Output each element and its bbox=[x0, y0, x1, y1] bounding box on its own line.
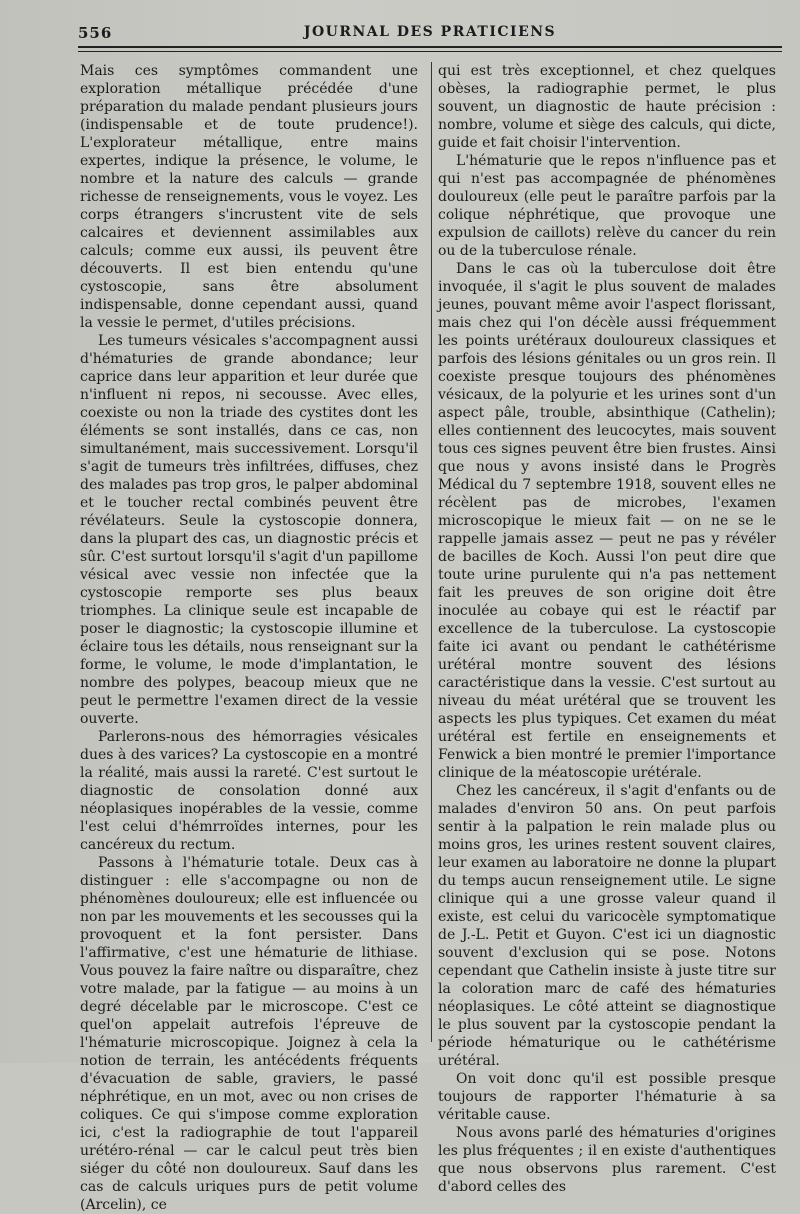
header-rule-thick bbox=[78, 46, 782, 48]
right-column bbox=[438, 62, 776, 1196]
header-rule-thin bbox=[78, 51, 782, 52]
left-column bbox=[80, 62, 418, 1214]
paragraph: qui est très exceptionnel, et chez quelques obèses, la radiographie permet, le plus souvent, un diagnostic de haute précision : nombre, volume et siège des calculs, qui dicte, guide et fait choisir l'intervention. bbox=[438, 63, 776, 151]
journal-title: JOURNAL DES PRATICIENS bbox=[303, 24, 557, 40]
paragraph: Parlerons-nous des hémorragies vésicales dues à des varices? La cystoscopie en a montré la réalité, mais aussi la rareté. C'est surtout le diagnostic de consolation donné aux néoplasiques inopérables de la vessie, comme l'est celui d'hémrroïdes internes, pour les cancéreux du rectum. bbox=[80, 729, 418, 853]
paragraph: On voit donc qu'il est possible presque toujours de rapporter l'hématurie à sa véritable cause. bbox=[438, 1071, 776, 1123]
paragraph: Mais ces symptômes commandent une exploration métallique précédée d'une préparation du malade pendant plusieurs jours (indispensable et de toute prudence!). L'explorateur métallique, entre mains expertes, indique la présence, le volume, le nombre et la nature des calculs — grande richesse de renseignements, vous le voyez. Les corps étrangers s'incrustent vite de sels calcaires et deviennent assimilables aux calculs; comme eux aussi, ils peuvent être découverts. Il est bien entendu qu'une cystoscopie, sans être absolument indispensable, donne cependant aussi, quand la vessie le permet, d'utiles précisions. bbox=[80, 63, 418, 331]
paragraph: Passons à l'hématurie totale. Deux cas à distinguer : elle s'accompagne ou non de phénomènes douloureux; elle est influencée ou non par les mouvements et les secousses qui la provoquent et la font persister. Dans l'affirmative, c'est une hématurie de lithiase. Vous pouvez la faire naître ou disparaître, chez votre malade, par la fatigue — au moins à un degré décelable par le microscope. C'est ce quel'on appelait autrefois l'épreuve de l'hématurie microscopique. Joignez à cela la notion de terrain, les antécédents fréquents d'évacuation de sable, graviers, le passé néphrétique, en un mot, avec ou non crises de coliques. Ce qui s'impose comme exploration ici, c'est la radiographie de tout l'appareil urétéro-rénal — car le calcul peut très bien siéger du côté non douloureux. Sauf dans les cas de calculs uriques purs de petit volume (Arcelin), ce bbox=[80, 855, 418, 1213]
paragraph: L'hématurie que le repos n'influence pas et qui n'est pas accompagnée de phénomènes douloureux (elle peut le paraître parfois par la colique néphrétique, que provoque une expulsion de caillots) relève du cancer du rein ou de la tuberculose rénale. bbox=[438, 153, 776, 259]
paragraph: Nous avons parlé des hématuries d'origines les plus fréquentes ; il en existe d'authentiques que nous observons plus rarement. C'est d'abord celles des bbox=[438, 1125, 776, 1195]
page-header bbox=[78, 18, 782, 46]
paragraph: Chez les cancéreux, il s'agit d'enfants ou de malades d'environ 50 ans. On peut parfois sentir à la palpation le rein malade plus ou moins gros, les urines restent souvent claires, leur examen au laboratoire ne donne la plupart du temps aucun renseignement utile. Le signe clinique qui a une grosse valeur quand il existe, est celui du varicocèle symptomatique de J.-L. Petit et Guyon. C'est ici un diagnostic souvent d'exclusion qui se pose. Notons cependant que Cathelin insiste à juste titre sur la coloration marc de café des hématuries néoplasiques. Le côté atteint se diagnostique le plus souvent par la cystoscopie pendant la période hématurique ou le cathétérisme urétéral. bbox=[438, 783, 776, 1069]
paragraph: Les tumeurs vésicales s'accompagnent aussi d'hématuries de grande abondance; leur caprice dans leur apparition et leur durée que n'influent ni repos, ni secousse. Avec elles, coexiste ou non la triade des cystites dont les éléments se sont installés, dans ce cas, non simultanément, mais successivement. Lorsqu'il s'agit de tumeurs très infiltrées, diffuses, chez des malades pas trop gros, le palper abdominal et le toucher rectal combinés peuvent être révélateurs. Seule la cystoscopie donnera, dans la plupart des cas, un diagnostic précis et sûr. C'est surtout lorsqu'il s'agit d'un papillome vésical avec vessie non infectée que la cystoscopie remporte ses plus beaux triomphes. La clinique seule est incapable de poser le diagnostic; la cystoscopie illumine et éclaire tous les détails, nous renseignant sur la forme, le volume, le mode d'implantation, le nombre des polypes, beacoup mieux que ne peut le permettre l'examen direct de la vessie ouverte. bbox=[80, 333, 418, 727]
paragraph: Dans le cas où la tuberculose doit être invoquée, il s'agit le plus souvent de malades jeunes, pouvant même avoir l'aspect florissant, mais chez qui l'on décèle aussi fréquemment les points urétéraux douloureux classiques et parfois des lésions génitales ou un gros rein. Il coexiste presque toujours des phénomènes vésicaux, de la polyurie et les urines sont d'un aspect pâle, trouble, absinthique (Cathelin); elles contiennent des leucocytes, mais souvent tous ces signes peuvent être bien frustes. Ainsi que nous y avons insisté dans le Progrès Médical du 7 septembre 1918, souvent elles ne récèlent pas de microbes, l'examen microscopique le mieux fait — on ne se le rappelle jamais assez — peut ne pas y révéler de bacilles de Koch. Aussi l'on peut dire que toute urine purulente qui n'a pas nettement fait les preuves de son origine doit être inoculée au cobaye qui est le réactif par excellence de la tuberculose. La cystoscopie faite ici avant ou pendant le cathétérisme urétéral montre souvent des lésions caractéristique dans la vessie. C'est surtout au niveau du méat urétéral que se trouvent les aspects les plus typiques. Cet examen du méat urétéral est fertile en enseignements et Fenwick a bien montré le premier l'importance clinique de la méatoscopie urétérale. bbox=[438, 261, 776, 781]
page-number: 556 bbox=[78, 24, 113, 42]
column-divider bbox=[431, 62, 432, 1042]
